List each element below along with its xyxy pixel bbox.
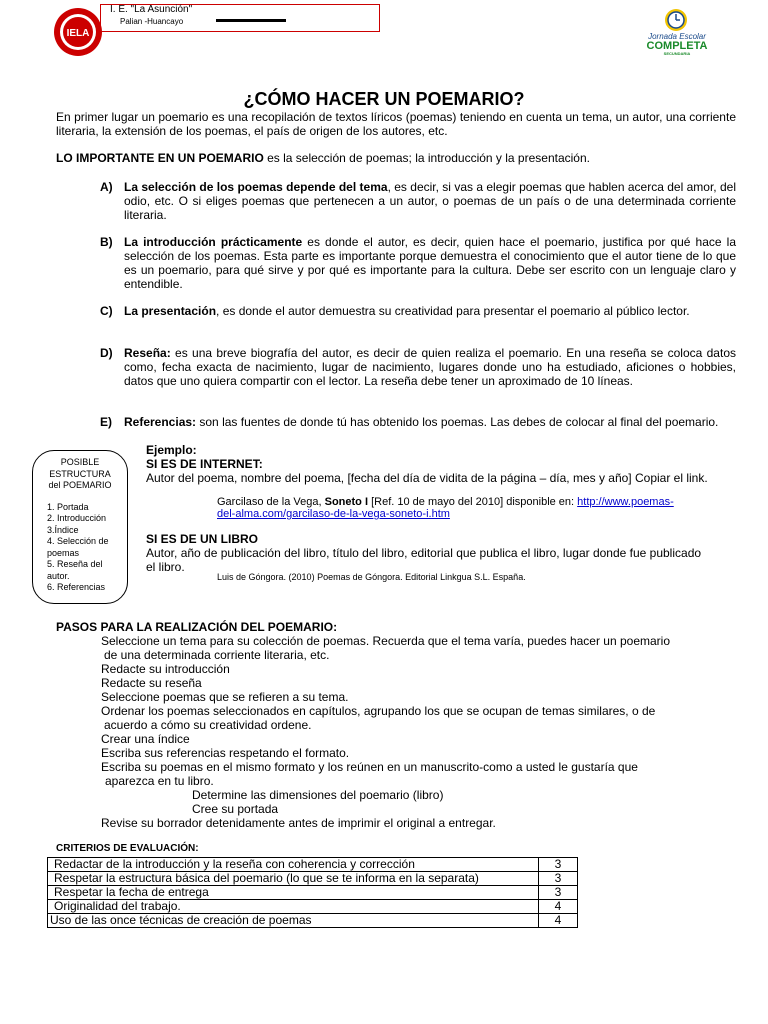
jornada-logo [632, 6, 722, 56]
internet-heading: SI ES DE INTERNET: [146, 457, 263, 471]
header-rule [216, 19, 286, 22]
sub-step-line: Cree su portada [192, 802, 279, 816]
structure-item: autor. [47, 570, 70, 581]
item-text [124, 180, 736, 222]
internet-example [217, 496, 717, 520]
item-bold: La selección de los poemas depende del tema [124, 180, 388, 194]
structure-heading-3: del POEMARIO [48, 480, 112, 490]
item-bold: Referencias: [124, 415, 197, 429]
intro-paragraph: En primer lugar un poemario es una recopilación de textos líricos (poemas) teniendo en cuenta un tema, un autor, una corriente literaria, la extensión de los poemas, el país de origen de los autores, etc. [56, 110, 736, 138]
step-line: Seleccione poemas que se refieren a su tema. [101, 690, 349, 704]
criteria-text: Uso de las once técnicas de creación de poemas [48, 914, 539, 928]
criteria-score: 3 [539, 872, 578, 886]
step-line: Revise su borrador detenidamente antes de imprimir el original a entregar. [101, 816, 496, 830]
step-line: Crear una índice [101, 732, 190, 746]
step-line: Redacte su reseña [101, 676, 202, 690]
step-line: de una determinada corriente literaria, etc. [104, 648, 330, 662]
structure-item: 2. Introducción [47, 513, 107, 523]
structure-heading-1: POSIBLE [60, 457, 100, 467]
table-row [48, 914, 578, 928]
book-example: Luis de Góngora. (2010) Poemas de Góngora. Editorial Linkgua S.L. España. [217, 572, 526, 582]
structure-heading-2: ESTRUCTURA [49, 468, 111, 479]
jornada-logo-line2: COMPLETA [646, 40, 708, 52]
page-title: ¿CÓMO HACER UN POEMARIO? [243, 89, 525, 109]
book-text: Autor, año de publicación del libro, título del libro, editorial que publica el libro, lugar donde fue publicado el libro. [146, 546, 702, 574]
table-row [48, 858, 578, 872]
structure-item: 1. Portada [47, 501, 89, 512]
item-rest: son las fuentes de donde tú has obtenido los poemas. Las debes de colocar al final del poemario. [196, 415, 719, 429]
school-logo [52, 6, 104, 58]
important-lead: LO IMPORTANTE EN UN POEMARIO [56, 151, 264, 165]
criteria-text: Redactar de la introducción y la reseña con coherencia y corrección [48, 858, 539, 872]
item-letter: B) [100, 235, 113, 249]
criteria-text: Originalidad del trabajo. [48, 900, 539, 914]
step-line: aparezca en tu libro. [105, 774, 214, 788]
item-letter: A) [100, 180, 113, 194]
internet-text: Autor del poema, nombre del poema, [fecha del día de vidita de la página – día, mes y año] Copiar el link. [146, 471, 708, 485]
criteria-table [47, 857, 578, 928]
structure-item: 3.Índice [47, 524, 79, 535]
criteria-score: 3 [539, 858, 578, 872]
structure-item: 6. Referencias [47, 582, 106, 592]
item-rest: es una breve biografía del autor, es decir de quien realiza el poemario. En una reseña se coloca datos como, fecha exacta de nacimiento, lugar de nacimiento, lugares donde uno ha estudiado, aficiones o hobbies, datos que uno quiera compartir con el lector. La reseña debe tener un aproximado de 10 líneas. [124, 346, 736, 388]
criteria-score: 4 [539, 900, 578, 914]
item-letter: C) [100, 304, 113, 318]
step-line: Escriba sus referencias respetando el formato. [101, 746, 350, 760]
item-bold: La introducción prácticamente [124, 235, 303, 249]
table-row [48, 872, 578, 886]
step-line: Escriba su poemas en el mismo formato y los reúnen en un manuscrito-como a usted le gustaría que [101, 760, 638, 774]
important-rest: es la selección de poemas; la introducción y la presentación. [263, 151, 590, 165]
structure-box [32, 450, 128, 604]
school-logo-text: IELA [66, 28, 90, 39]
criteria-heading: CRITERIOS DE EVALUACIÓN: [56, 843, 199, 854]
school-name: I. E. "La Asunción" [110, 4, 193, 15]
step-line: acuerdo a cómo su creatividad ordene. [104, 718, 312, 732]
item-rest: es donde el autor, es decir, quien hace el poemario, justifica por qué hace la selección de los poemas. Esta parte es importante porque demuestra el conocimiento que el autor tiene de lo que es un poemario, para qué sirve y por qué es importante para la cultura. Debe ser escrito con un lenguaje claro y entendible. [124, 235, 736, 291]
table-row [48, 900, 578, 914]
step-line: Ordenar los poemas seleccionados en capítulos, agrupando los que se ocupan de temas similares, o de [101, 704, 656, 718]
item-rest: , es donde el autor demuestra su creatividad para presentar el poemario al público lector. [216, 304, 690, 318]
internet-example-rest: [Ref. 10 de mayo del 2010] disponible en: [368, 496, 578, 508]
item-letter: E) [100, 415, 112, 429]
item-text [124, 415, 736, 429]
internet-example-link-2: del-alma.com/garcilaso-de-la-vega-soneto-i.htm [217, 508, 450, 520]
step-line: Seleccione un tema para su colección de poemas. Recuerda que el tema varía, puedes hacer un poemario [101, 634, 671, 648]
example-label: Ejemplo: [146, 443, 197, 457]
item-bold: La presentación [124, 304, 217, 318]
item-rest: , es decir, si vas a elegir poemas que hablen acerca del amor, del odio, etc. O si eliges poemas que pertenecen a un autor, o poemas de un país o de una determinada corriente literaria. [124, 180, 736, 222]
internet-example-author: Garcilaso de la Vega, [217, 496, 325, 508]
book-heading: SI ES DE UN LIBRO [146, 532, 259, 546]
jornada-logo-line3: SECUNDARIA [663, 51, 691, 56]
item-text [124, 346, 736, 388]
criteria-text: Respetar la fecha de entrega [48, 886, 539, 900]
structure-item: 5. Reseña del [47, 559, 103, 569]
school-location: Palian -Huancayo [120, 17, 184, 26]
jornada-logo-line1: Jornada Escolar [648, 32, 706, 41]
structure-item: 4. Selección de [47, 536, 109, 546]
item-bold: Reseña: [124, 346, 171, 360]
internet-example-link-1: http://www.poemas- [577, 496, 674, 508]
internet-example-title: Soneto I [324, 496, 369, 508]
important-line [56, 151, 736, 165]
criteria-score: 4 [539, 914, 578, 928]
item-text [124, 304, 736, 318]
criteria-score: 3 [539, 886, 578, 900]
table-row [48, 886, 578, 900]
item-letter: D) [100, 346, 113, 360]
sub-step-line: Determine las dimensiones del poemario (libro) [192, 788, 444, 802]
criteria-text: Respetar la estructura básica del poemario (lo que se te informa en la separata) [48, 872, 539, 886]
structure-item: poemas [47, 547, 80, 558]
steps-heading: PASOS PARA LA REALIZACIÓN DEL POEMARIO: [56, 620, 338, 634]
step-line: Redacte su introducción [101, 662, 230, 676]
item-text [124, 235, 736, 291]
